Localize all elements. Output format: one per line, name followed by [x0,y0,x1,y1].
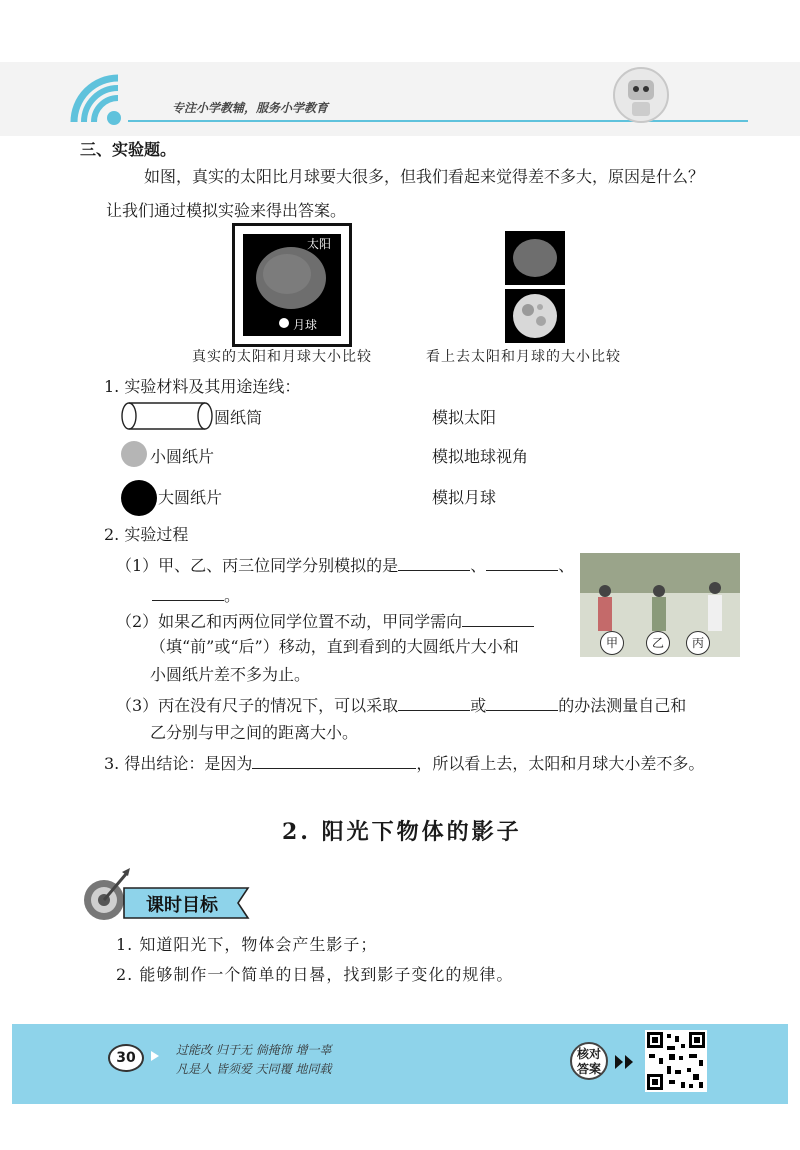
period: 。 [224,586,241,605]
use-earth-view: 模拟地球视角 [432,447,529,466]
qr-code-icon[interactable] [645,1030,707,1092]
apparent-sun-image [505,231,565,285]
label-yi: 乙 [646,631,670,655]
intro-paragraph [106,160,766,228]
double-arrow-icon [614,1054,636,1070]
q2-part3-text: （3）丙在没有尺子的情况下，可以采取 [116,696,399,715]
motto-line-2: 凡是人 皆须爱 天同覆 地同载 [176,1062,332,1076]
answer-blank-2[interactable] [486,552,558,571]
material-large-disc: 大圆纸片 [158,488,223,507]
material-tube: 圆纸筒 [214,408,263,427]
large-disc-icon [121,480,157,516]
apparent-moon-image [505,289,565,343]
answer-blank-5[interactable] [398,692,470,711]
goal-label: 课时目标 [146,895,218,916]
q3-text-a: 3. 得出结论：是因为 [104,754,253,773]
wifi-logo-icon [66,70,128,128]
q2-part2-text: （2）如果乙和丙两位同学位置不动，甲同学需向 [116,612,463,631]
page-number: 30 [108,1044,144,1072]
or-text: 或 [470,696,487,715]
use-moon: 模拟月球 [432,488,497,507]
q1-title: 1. 实验材料及其用途连线： [104,377,301,396]
sun-label: 太阳 [307,237,332,251]
check-line-1: 核对 [576,1047,601,1061]
check-answer-button[interactable] [570,1042,608,1080]
q2-part2-line3: 小圆纸片差不多为止。 [150,665,311,684]
check-line-2: 答案 [576,1062,601,1076]
q3 [104,750,704,774]
q2-part3 [116,692,686,716]
label-bing: 丙 [686,631,710,655]
intro-line-2: 让我们通过模拟实验来得出答案。 [106,201,347,220]
q2-part3-text-b: 的办法测量自己和 [558,696,687,715]
students-photo [580,553,740,657]
intro-line-1: 如图，真实的太阳比月球要大很多，但我们看起来觉得差不多大，原因是什么？ [144,167,705,186]
q2-part1-cont [152,582,240,606]
moon-label: 月球 [293,318,318,332]
header-slogan: 专注小学教辅，服务小学教育 [172,101,329,115]
figure-apparent-size [505,231,565,347]
q2-part1-text: （1）甲、乙、丙三位同学分别模拟的是 [116,556,399,575]
q2-part3-line2: 乙分别与甲之间的距离大小。 [150,723,359,742]
material-small-disc: 小圆纸片 [150,447,215,466]
answer-blank-6[interactable] [486,692,558,711]
goal-item-2: 2. 能够制作一个简单的日晷，找到影子变化的规律。 [116,965,514,984]
separator: 、 [470,556,487,575]
goal-item-1: 1. 知道阳光下，物体会产生影子； [116,935,378,954]
moon-dot [279,318,289,328]
small-disc-icon [121,441,147,467]
label-jia: 甲 [600,631,624,655]
caption-right: 看上去太阳和月球的大小比较 [426,349,621,365]
answer-blank-3[interactable] [152,582,224,601]
q2-part1 [116,552,574,576]
chapter-title: 2. 阳光下物体的影子 [282,819,522,845]
caption-left: 真实的太阳和月球大小比较 [192,349,372,365]
answer-blank-4[interactable] [462,608,534,627]
answer-blank-7[interactable] [252,750,416,769]
use-sun: 模拟太阳 [432,408,497,427]
q2-part2 [116,608,534,632]
separator: 、 [558,556,575,575]
motto-line-1: 过能改 归于无 倘掩饰 增一辜 [176,1043,332,1057]
answer-blank-1[interactable] [398,552,470,571]
robot-mascot-icon [612,66,670,124]
q2-title: 2. 实验过程 [104,525,189,544]
q2-part2-line2: （填“前”或“后”）移动，直到看到的大圆纸片大小和 [150,637,519,656]
figure-real-size [232,223,352,347]
section-title: 三、实验题。 [80,140,177,159]
q3-text-b: ，所以看上去，太阳和月球大小差不多。 [416,754,705,773]
play-arrow-icon [150,1050,160,1062]
paper-tube-icon [121,402,213,430]
